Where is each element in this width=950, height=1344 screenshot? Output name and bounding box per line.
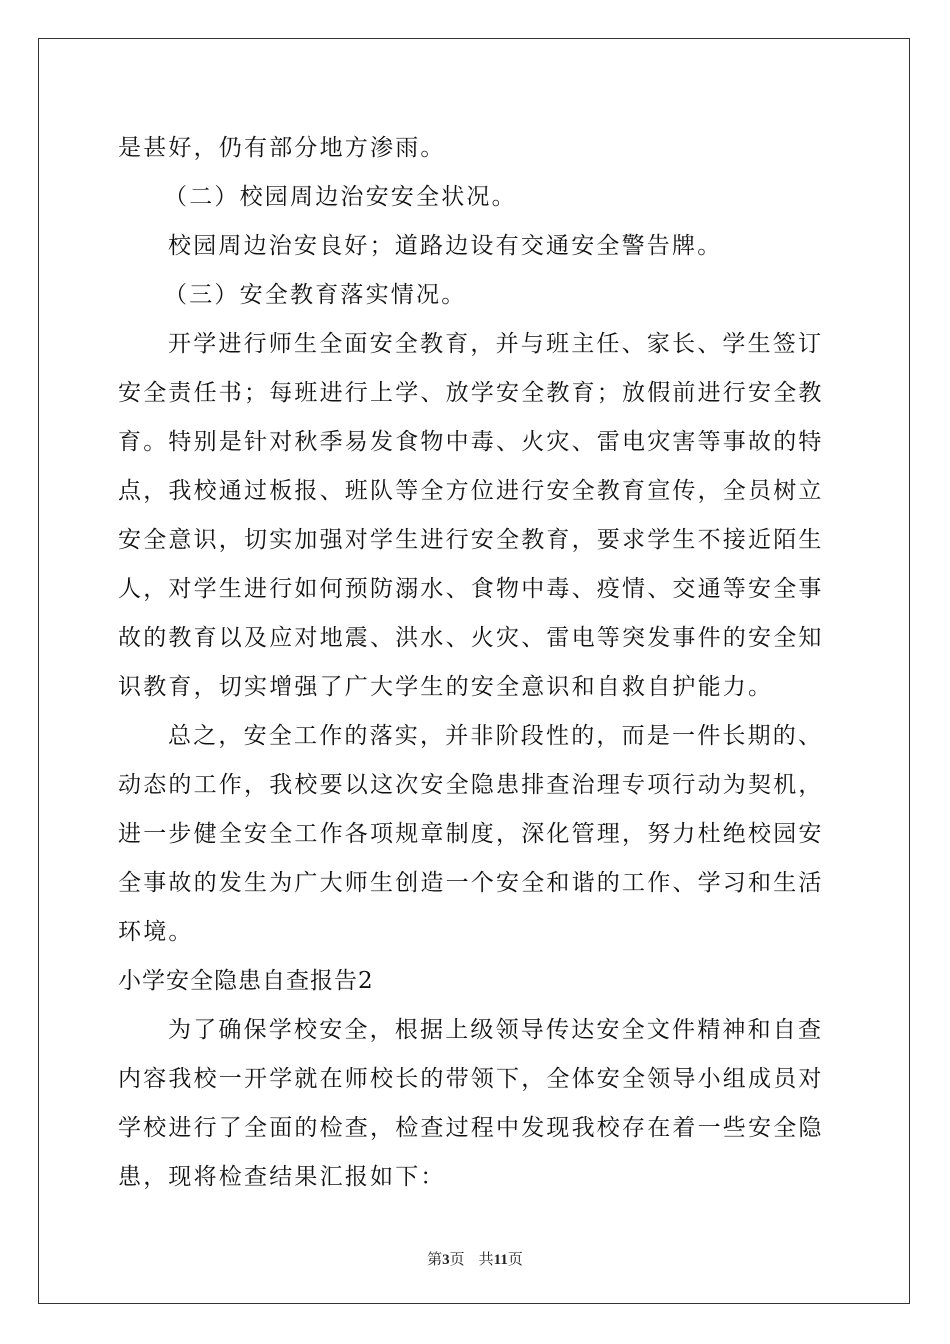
report-title: 小学安全隐患自查报告2 bbox=[118, 968, 374, 994]
total-prefix: 共 bbox=[478, 1250, 494, 1268]
page-footer bbox=[0, 1248, 950, 1269]
paragraph-continuation: 是甚好，仍有部分地方渗雨。 bbox=[118, 135, 446, 161]
paragraph-conclusion: 总之，安全工作的落实，并非阶段性的，而是一件长期的、动态的工作，我校要以这次安全隐患排查治理专项行动为契机，进一步健全安全工作各项规章制度，深化管理，努力杜绝校园安全事故的发生为广大师生创造一个安全和谐的工作、学习和生活环境。 bbox=[118, 723, 824, 945]
document-body bbox=[118, 124, 836, 1202]
paragraph-report-intro: 为了确保学校安全，根据上级领导传达安全文件精神和自查内容我校一开学就在师校长的带领下，全体安全领导小组成员对学校进行了全面的检查，检查过程中发现我校存在着一些安全隐患，现将检查结果汇报如下： bbox=[118, 1017, 824, 1190]
page-number: 3 bbox=[442, 1252, 450, 1268]
section-heading-3: （三）安全教育落实情况。 bbox=[164, 282, 467, 308]
total-pages: 11 bbox=[493, 1252, 508, 1268]
page-suffix: 页 bbox=[449, 1250, 465, 1268]
paragraph-safety-education: 开学进行师生全面安全教育，并与班主任、家长、学生签订安全责任书；每班进行上学、放学安全教育；放假前进行安全教育。特别是针对秋季易发食物中毒、火灾、雷电灾害等事故的特点，我校通过板报、班队等全方位进行安全教育宣传，全员树立安全意识，切实加强对学生进行安全教育，要求学生不接近陌生人，对学生进行如何预防溺水、食物中毒、疫情、交通等安全事故的教育以及应对地震、洪水、火灾、雷电等突发事件的安全知识教育，切实增强了广大学生的安全意识和自救自护能力。 bbox=[118, 331, 824, 700]
total-suffix: 页 bbox=[507, 1250, 523, 1268]
paragraph-campus-safety: 校园周边治安良好；道路边设有交通安全警告牌。 bbox=[168, 233, 723, 259]
section-heading-2: （二）校园周边治安安全状况。 bbox=[164, 184, 517, 210]
page-prefix: 第 bbox=[427, 1250, 443, 1268]
